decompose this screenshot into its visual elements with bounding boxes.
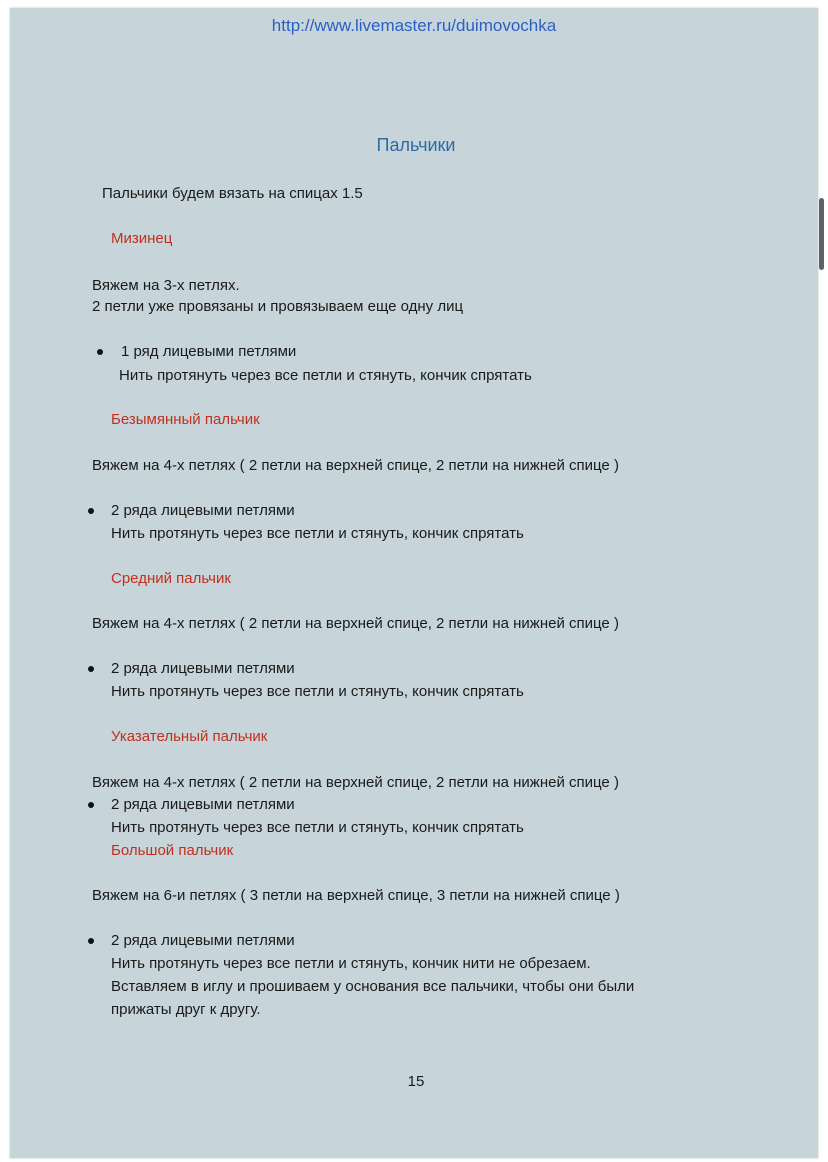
- page-number: 15: [407, 1073, 425, 1090]
- bullet-continuation: Нить протянуть через все петли и стянуть, кончик спрятать: [119, 367, 532, 384]
- section-text: Вяжем на 4-х петлях ( 2 петли на верхней спице, 2 петли на нижней спице ): [92, 457, 619, 474]
- bullet-text: 2 ряда лицевыми петлями: [111, 932, 295, 949]
- section-heading-bezymyanny: Безымянный пальчик: [111, 411, 260, 428]
- section-text: Вяжем на 4-х петлях ( 2 петли на верхней спице, 2 петли на нижней спице ): [92, 615, 619, 632]
- section-heading-ukazatelny: Указательный пальчик: [111, 728, 268, 745]
- bullet-continuation: Нить протянуть через все петли и стянуть, кончик спрятать: [111, 525, 524, 542]
- bullet-text: 1 ряд лицевыми петлями: [121, 343, 297, 360]
- bullet-continuation: Нить протянуть через все петли и стянуть, кончик спрятать: [111, 683, 524, 700]
- section-text: Вяжем на 6-и петлях ( 3 петли на верхней спице, 3 петли на нижней спице ): [92, 887, 620, 904]
- section-heading-sredny: Средний пальчик: [111, 570, 231, 587]
- section-heading-bolshoy: Большой пальчик: [111, 842, 234, 859]
- bullet-continuation: Нить протянуть через все петли и стянуть, кончик спрятать: [111, 819, 524, 836]
- section-text: Вяжем на 3-х петлях.: [92, 277, 240, 294]
- bullet-continuation: прижаты друг к другу.: [111, 1001, 261, 1018]
- header-url-link[interactable]: http://www.livemaster.ru/duimovochka: [271, 16, 557, 35]
- bullet-icon: [88, 508, 94, 514]
- section-heading-mizinets: Мизинец: [111, 230, 173, 247]
- section-text: 2 петли уже провязаны и провязываем еще одну лиц: [92, 298, 464, 315]
- bullet-text: 2 ряда лицевыми петлями: [111, 502, 295, 519]
- bullet-icon: [88, 802, 94, 808]
- bullet-text: 2 ряда лицевыми петлями: [111, 660, 295, 677]
- bullet-icon: [88, 666, 94, 672]
- bullet-continuation: Вставляем в иглу и прошиваем у основания все пальчики, чтобы они были: [111, 978, 635, 995]
- bullet-icon: [88, 938, 94, 944]
- intro-text: Пальчики будем вязать на спицах 1.5: [102, 185, 363, 202]
- scrollbar-thumb[interactable]: [819, 198, 824, 270]
- bullet-text: 2 ряда лицевыми петлями: [111, 796, 295, 813]
- page-title: Пальчики: [376, 135, 456, 155]
- bullet-continuation: Нить протянуть через все петли и стянуть, кончик нити не обрезаем.: [111, 955, 591, 972]
- section-text: Вяжем на 4-х петлях ( 2 петли на верхней спице, 2 петли на нижней спице ): [92, 774, 619, 791]
- bullet-icon: [97, 349, 103, 355]
